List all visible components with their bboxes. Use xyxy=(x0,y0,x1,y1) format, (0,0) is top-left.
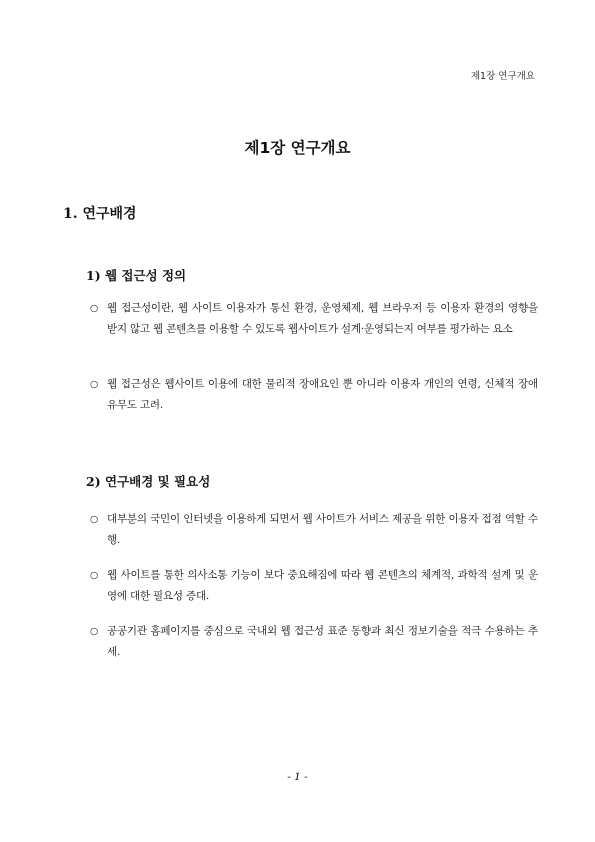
section-heading: 1. 연구배경 xyxy=(63,206,137,222)
bullet-text: 공공기관 홈페이지를 중심으로 국내외 웹 접근성 표준 동향과 최신 정보기술을 적극 수용하는 추세. xyxy=(107,625,538,658)
bullet-text: 웹 접근성이란, 웹 사이트 이용자가 통신 환경, 운영체제, 웹 브라우저 등 이용자 환경의 영향을 받지 않고 웹 콘텐츠를 이용할 수 있도록 웹사이트가 설계·운영되는지 여부를 평가하는 요소 xyxy=(107,302,538,335)
bullet-text: 웹 접근성은 웹사이트 이용에 대한 물리적 장애요인 뿐 아니라 이용자 개인의 연령, 신체적 장애유무도 고려. xyxy=(107,378,538,411)
bullet-text: 대부분의 국민이 인터넷을 이용하게 되면서 웹 사이트가 서비스 제공을 위한 이용자 접점 역할 수행. xyxy=(107,513,538,546)
bullet-text: 웹 사이트를 통한 의사소통 기능이 보다 중요해짐에 따라 웹 콘텐츠의 체계적, 과학적 설계 및 운영에 대한 필요성 증대. xyxy=(107,569,538,602)
bullet-marker-icon: ○ xyxy=(90,514,99,525)
subsection-heading-background: 2) 연구배경 및 필요성 xyxy=(86,474,211,489)
chapter-title: 제1장 연구개요 xyxy=(244,139,351,157)
bullet-marker-icon: ○ xyxy=(90,570,99,581)
bullet-marker-icon: ○ xyxy=(90,303,99,314)
bullet-item xyxy=(90,565,538,607)
bullet-item xyxy=(90,374,538,416)
bullet-item xyxy=(90,621,538,663)
bullet-marker-icon: ○ xyxy=(90,626,99,637)
bullet-item xyxy=(90,298,538,340)
bullet-item xyxy=(90,509,538,551)
page-number: - 1 - xyxy=(287,771,308,783)
bullet-marker-icon: ○ xyxy=(90,379,99,390)
running-header: 제1장 연구개요 xyxy=(470,71,535,82)
subsection-heading-definition: 1) 웹 접근성 정의 xyxy=(86,268,187,283)
